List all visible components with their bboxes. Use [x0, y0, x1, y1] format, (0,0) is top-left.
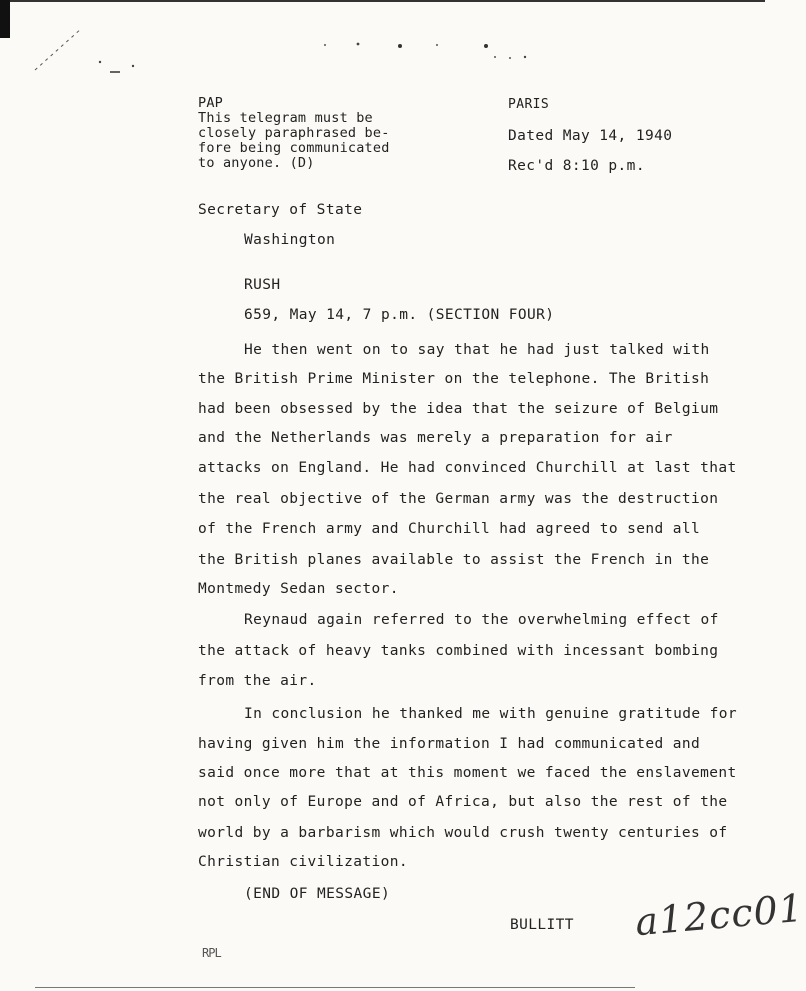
body-line: Montmedy Sedan sector. [198, 581, 399, 597]
typist-initials: RPL [202, 946, 221, 960]
body-line: In conclusion he thanked me with genuine gratitude for [244, 706, 738, 722]
body-line: of the French army and Churchill had agreed to send all [198, 521, 701, 537]
dated-line: Dated May 14, 1940 [508, 128, 673, 144]
recipient: Secretary of State [198, 202, 363, 218]
scan-specks [0, 0, 765, 120]
bottom-edge-rule [35, 987, 635, 988]
priority-label: RUSH [244, 277, 281, 293]
body-line: the real objective of the German army was the destruction [198, 491, 719, 507]
body-line: having given him the information I had communicated and [198, 736, 701, 752]
end-of-message: (END OF MESSAGE) [244, 886, 391, 902]
paraphrase-notice-line: This telegram must be [198, 110, 373, 126]
body-line: Reynaud again referred to the overwhelming effect of [244, 612, 719, 628]
body-line: world by a barbarism which would crush twenty centuries of [198, 825, 728, 841]
body-line: had been obsessed by the idea that the seizure of Belgium [198, 401, 719, 417]
archive-handwritten-mark: a12cc01 [633, 885, 806, 945]
body-line: the British planes available to assist the French in the [198, 552, 710, 568]
body-line: from the air. [198, 673, 317, 689]
message-reference: 659, May 14, 7 p.m. (SECTION FOUR) [244, 307, 555, 323]
recipient-city: Washington [244, 232, 336, 248]
body-line: the British Prime Minister on the telephone. The British [198, 371, 710, 387]
body-line: He then went on to say that he had just talked with [244, 342, 710, 358]
signature: BULLITT [510, 917, 574, 933]
paraphrase-notice-line: closely paraphrased be- [198, 125, 390, 141]
body-line: not only of Europe and of Africa, but also the rest of the [198, 794, 728, 810]
paraphrase-notice-line: fore being communicated [198, 140, 390, 156]
paraphrase-notice-line: to anyone. (D) [198, 155, 315, 171]
header-code: PAP [198, 95, 223, 111]
body-line: Christian civilization. [198, 854, 408, 870]
origin-city: PARIS [508, 97, 550, 112]
received-line: Rec'd 8:10 p.m. [508, 158, 645, 174]
body-line: said once more that at this moment we faced the enslavement [198, 765, 737, 781]
body-line: the attack of heavy tanks combined with incessant bombing [198, 643, 719, 659]
body-line: attacks on England. He had convinced Churchill at last that [198, 460, 737, 476]
body-line: and the Netherlands was merely a preparation for air [198, 430, 673, 446]
